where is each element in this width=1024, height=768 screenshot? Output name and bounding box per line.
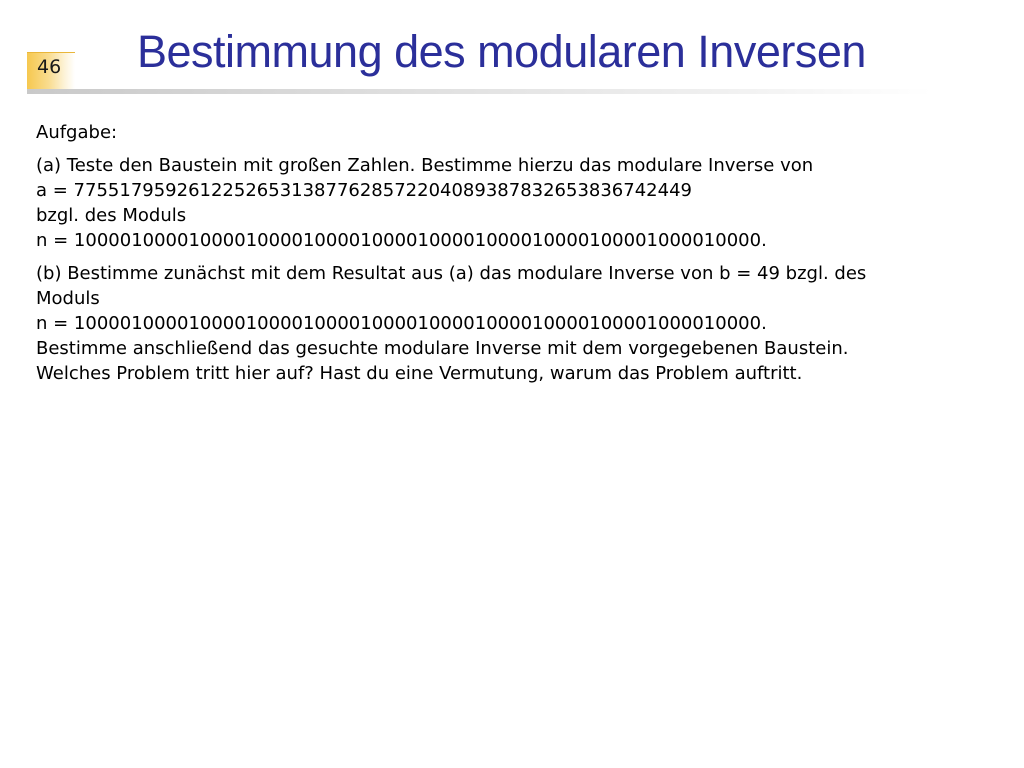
page-number: 46 [37,56,62,78]
part-b-line-2: Moduls [36,288,100,309]
part-b-line-4: Bestimme anschließend das gesuchte modulare Inverse mit dem vorgegebenen Baustein. [36,338,849,359]
part-b-line-5: Welches Problem tritt hier auf? Hast du eine Vermutung, warum das Problem auftritt. [36,363,803,384]
part-a-modulus: n = 100001000010000100001000010000100001000010000100001000010000. [36,230,767,251]
title-divider [27,89,932,94]
part-a-line-1: (a) Teste den Baustein mit großen Zahlen. Bestimme hierzu das modulare Inverse von [36,155,814,176]
task-heading: Aufgabe: [36,122,118,143]
part-a-number-a: a = 775517959261225265313877628572204089387832653836742449 [36,180,692,201]
task-part-a [36,153,996,253]
slide-title: Bestimmung des modularen Inversen [137,26,866,77]
part-b-line-1: (b) Bestimme zunächst mit dem Resultat aus (a) das modulare Inverse von b = 49 bzgl. des [36,263,867,284]
part-a-line-3: bzgl. des Moduls [36,205,187,226]
slide-content [36,120,996,394]
part-b-modulus: n = 100001000010000100001000010000100001000010000100001000010000. [36,313,767,334]
task-part-b [36,261,996,386]
